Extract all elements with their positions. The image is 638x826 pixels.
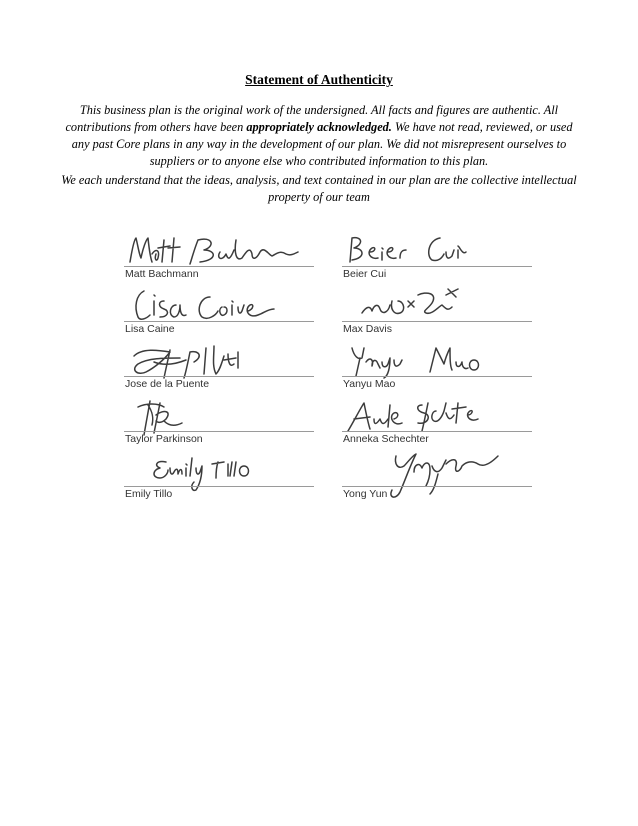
signature-line xyxy=(342,486,532,487)
signatory-name: Anneka Schechter xyxy=(343,433,429,445)
signature-line xyxy=(124,376,314,377)
signature-block-beier-cui xyxy=(342,232,532,284)
signature-line xyxy=(342,376,532,377)
signatory-name: Max Davis xyxy=(343,323,393,335)
signature-block-anneka-schechter xyxy=(342,397,532,449)
paragraph-text-start: This business plan is the original work of the undersigned. All facts and figures are authentic. All contributions from others have been xyxy=(65,103,559,134)
signature-line xyxy=(124,486,314,487)
paragraph-emphasis: appropriately acknowledged. xyxy=(246,120,392,134)
page-title: Statement of Authenticity xyxy=(245,72,393,87)
signature-line xyxy=(124,431,314,432)
signature-line xyxy=(342,266,532,267)
signature-block-jose-de-la-puente xyxy=(124,342,314,394)
signatory-name: Yong Yun xyxy=(343,488,388,500)
signature-block-yong-yun xyxy=(342,452,532,504)
signatory-name: Taylor Parkinson xyxy=(125,433,203,445)
paragraph-text-end: We have not read, reviewed, or used any past Core plans in any way in the development of our plan. We did not misrepresent ourselves to suppliers or to anyone else who contributed information to this plan. xyxy=(71,120,573,168)
signature-line xyxy=(124,266,314,267)
signatory-name: Emily Tillo xyxy=(125,488,173,500)
signature-block-max-davis xyxy=(342,287,532,339)
signature-line xyxy=(124,321,314,322)
signatory-name: Beier Cui xyxy=(343,268,387,280)
ownership-paragraph: We each understand that the ideas, analysis, and text contained in our plan are the collective intellectual property of our team xyxy=(61,173,577,204)
signatory-name: Jose de la Puente xyxy=(125,378,210,390)
signatory-name: Matt Bachmann xyxy=(125,268,199,280)
signatory-name: Lisa Caine xyxy=(125,323,175,335)
signature-line xyxy=(342,321,532,322)
signature-block-emily-tillo xyxy=(124,452,314,504)
signature-line xyxy=(342,431,532,432)
signatory-name: Yanyu Mao xyxy=(343,378,396,390)
signature-block-yanyu-mao xyxy=(342,342,532,394)
authenticity-paragraph xyxy=(56,102,582,170)
signature-block-lisa-caine xyxy=(124,287,314,339)
signature-block-matt-bachmann xyxy=(124,232,314,284)
signature-block-taylor-parkinson xyxy=(124,397,314,449)
